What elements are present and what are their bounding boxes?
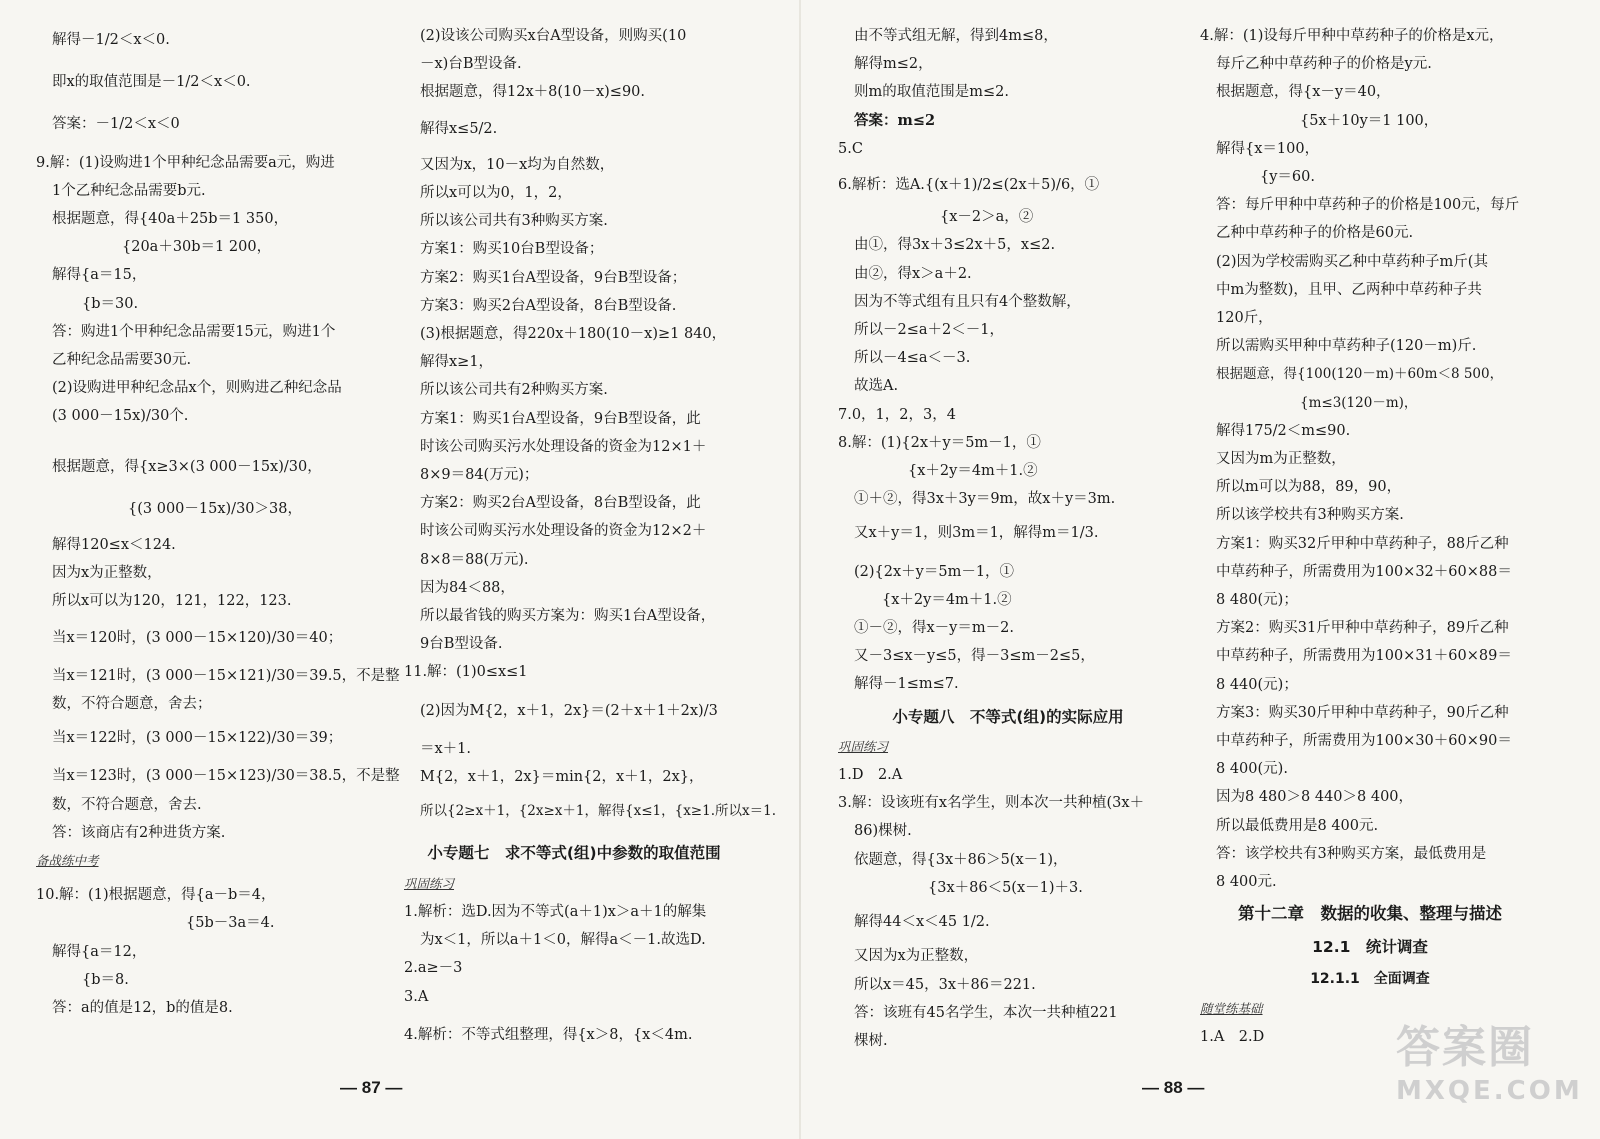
text-line: (2)设该公司购买x台A型设备，则购买(10 bbox=[420, 28, 687, 44]
text-line: {m≤3(120－m)， bbox=[1300, 394, 1418, 411]
text-line: 6.解析：选A.{(x＋1)/2≤(2x＋5)/6，① bbox=[838, 177, 1100, 194]
text-line: 86)棵树. bbox=[854, 823, 912, 840]
text-line: 1.D 2.A bbox=[838, 767, 903, 784]
text-line: 又－3≤x－y≤5，得－3≤m－2≤5， bbox=[854, 648, 1095, 665]
text-line: ①－②，得x－y＝m－2. bbox=[854, 620, 1014, 637]
page-gutter bbox=[799, 0, 801, 1139]
section-heading: 小专题七 求不等式(组)中参数的取值范围 bbox=[427, 844, 721, 863]
text-line: 2.a≥－3 bbox=[404, 960, 463, 977]
text-line: 所以x可以为120，121，122，123. bbox=[52, 593, 292, 610]
text-line: 1.A 2.D bbox=[1200, 1029, 1265, 1046]
text-line: (2)设购进甲种纪念品x个，则购进乙种纪念品 bbox=[52, 380, 342, 397]
text-line: 中草药种子，所需费用为100×32＋60×88＝ bbox=[1216, 563, 1512, 580]
text-line: M{2，x＋1，2x}＝min{2，x＋1，2x}， bbox=[420, 769, 704, 786]
text-line: 答：该班有45名学生，本次一共种植221 bbox=[854, 1004, 1118, 1021]
text-line: 时该公司购买污水处理设备的资金为12×1＋ bbox=[420, 438, 707, 455]
page-number-right: — 88 — bbox=[1142, 1078, 1205, 1097]
text-line: 解得－1≤m≤7. bbox=[854, 676, 959, 693]
text-line: 方案1：购买1台A型设备，9台B型设备，此 bbox=[420, 410, 701, 427]
text-line: 则m的取值范围是m≤2. bbox=[854, 84, 1009, 101]
section-heading: 12.1 统计调查 bbox=[1312, 937, 1428, 956]
text-line: 所以m可以为88，89，90， bbox=[1216, 479, 1402, 496]
text-line: 棵树. bbox=[854, 1032, 888, 1049]
text-line: 答：每斤甲种中草药种子的价格是100元，每斤 bbox=[1216, 197, 1520, 214]
text-line: 所以－4≤a＜－3. bbox=[854, 350, 971, 367]
text-line: 解得{x＝100， bbox=[1216, 140, 1320, 157]
section-tag: 巩固练习 bbox=[404, 875, 455, 891]
text-line: 所以x可以为0，1，2， bbox=[420, 185, 572, 202]
text-line: {b＝8. bbox=[82, 971, 129, 988]
text-line: 解得44＜x＜45 1/2. bbox=[854, 914, 990, 931]
text-line: 3.A bbox=[404, 988, 429, 1005]
text-line: 中草药种子，所需费用为100×30＋60×90＝ bbox=[1216, 733, 1512, 750]
text-line: 乙种纪念品需要30元. bbox=[52, 352, 192, 369]
text-line: (2)因为学校需购买乙种中草药种子m斤(其 bbox=[1216, 253, 1488, 270]
text-line: 所以x＝45，3x＋86＝221. bbox=[854, 976, 1036, 993]
text-line: 因为不等式组有且只有4个整数解， bbox=[854, 293, 1081, 310]
text-line: 10.解：(1)根据题意，得{a－b＝4， bbox=[36, 887, 276, 904]
text-line: 5.C bbox=[838, 140, 863, 157]
section-tag: 随堂练基础 bbox=[1200, 1000, 1263, 1016]
text-line: 4.解析：不等式组整理，得{x＞8，{x＜4m. bbox=[404, 1026, 693, 1043]
text-line: 4.解：(1)设每斤甲种中草药种子的价格是x元， bbox=[1200, 28, 1504, 44]
text-line: 解得m≤2， bbox=[854, 56, 933, 73]
text-line: {20a＋30b＝1 200， bbox=[122, 239, 272, 256]
text-line: 方案2：购买1台A型设备，9台B型设备； bbox=[420, 269, 687, 286]
text-line: 因为x为正整数， bbox=[52, 565, 162, 582]
text-line: 中草药种子，所需费用为100×31＋60×89＝ bbox=[1216, 648, 1512, 665]
watermark-logo bbox=[1396, 1022, 1583, 1126]
text-line: 所以需购买甲种中草药种子(120－m)斤. bbox=[1216, 338, 1477, 355]
text-line: (3)根据题意，得220x＋180(10－x)≥1 840， bbox=[420, 326, 727, 343]
text-line: －x)台B型设备. bbox=[420, 56, 522, 73]
text-line: 所以{2≥x＋1，{2x≥x＋1，解得{x≤1，{x≥1.所以x＝1. bbox=[420, 803, 776, 820]
text-line: 每斤乙种中草药种子的价格是y元. bbox=[1216, 56, 1432, 73]
text-line: 方案1：购买10台B型设备； bbox=[420, 241, 604, 258]
watermark-text: 答案圈 bbox=[1396, 1022, 1534, 1073]
text-line: 当x＝122时，(3 000－15×122)/30＝39； bbox=[52, 730, 343, 747]
text-line: 根据题意，得12x＋8(10－x)≤90. bbox=[420, 84, 646, 101]
text-line: ＝x＋1. bbox=[420, 740, 472, 757]
page-number-value: 87 bbox=[361, 1078, 381, 1097]
text-line: 方案3：购买2台A型设备，8台B型设备. bbox=[420, 297, 677, 314]
text-line: 解得－1/2＜x＜0. bbox=[52, 32, 170, 48]
text-line: 方案2：购买2台A型设备，8台B型设备，此 bbox=[420, 495, 701, 512]
text-line: 数，不符合题意，舍去. bbox=[52, 796, 202, 813]
text-line: 8 440(元)； bbox=[1216, 676, 1298, 693]
section-heading: 小专题八 不等式(组)的实际应用 bbox=[892, 707, 1124, 726]
text-line: (2)因为M{2，x＋1，2x}＝(2＋x＋1＋2x)/3 bbox=[420, 702, 718, 719]
text-line: 当x＝121时，(3 000－15×121)/30＝39.5，不是整 bbox=[52, 667, 400, 684]
text-line: 方案3：购买30斤甲种中草药种子，90斤乙种 bbox=[1216, 704, 1509, 721]
text-line: 8.解：(1){2x＋y＝5m－1，① bbox=[838, 434, 1041, 451]
text-line: 所以该公司共有3种购买方案. bbox=[420, 213, 608, 230]
text-line: 又因为x为正整数， bbox=[854, 948, 979, 965]
text-line: 由不等式组无解，得到4m≤8， bbox=[854, 28, 1058, 44]
text-line: 数，不符合题意，舍去； bbox=[52, 696, 212, 713]
text-line: 即x的取值范围是－1/2＜x＜0. bbox=[52, 74, 251, 91]
text-line: 当x＝120时，(3 000－15×120)/30＝40； bbox=[52, 629, 343, 646]
page-number-value: 88 bbox=[1163, 1078, 1183, 1097]
text-line: 由①，得3x＋3≤2x＋5，x≤2. bbox=[854, 237, 1056, 254]
text-line: {(3 000－15x)/30＞38， bbox=[128, 500, 302, 517]
text-line: 方案2：购买31斤甲种中草药种子，89斤乙种 bbox=[1216, 620, 1509, 637]
text-line: 8 400(元). bbox=[1216, 761, 1288, 778]
text-line: 由②，得x＞a＋2. bbox=[854, 265, 972, 282]
text-line: 因为8 480＞8 440＞8 400， bbox=[1216, 789, 1414, 806]
text-line: {5b－3a＝4. bbox=[186, 915, 275, 932]
text-line: 所以该公司共有2种购买方案. bbox=[420, 382, 608, 399]
section-tag: 巩固练习 bbox=[838, 738, 889, 754]
text-line: {3x＋86＜5(x－1)＋3. bbox=[928, 879, 1083, 896]
text-line: 乙种中草药种子的价格是60元. bbox=[1216, 225, 1414, 242]
text-line: 解得120≤x＜124. bbox=[52, 537, 176, 554]
text-line: 1个乙种纪念品需要b元. bbox=[52, 182, 206, 199]
text-line: 又因为x，10－x均为自然数， bbox=[420, 156, 615, 173]
text-line: 根据题意，得{40a＋25b＝1 350， bbox=[52, 211, 289, 228]
text-line: 8×8＝88(万元). bbox=[420, 551, 529, 568]
subsection-heading: 12.1.1 全面调查 bbox=[1310, 970, 1430, 987]
text-line: 8×9＝84(万元)； bbox=[420, 467, 539, 484]
text-line: 7.0，1，2，3，4 bbox=[838, 406, 956, 423]
text-line: 当x＝123时，(3 000－15×123)/30＝38.5，不是整 bbox=[52, 768, 400, 785]
text-line: 所以最低费用是8 400元. bbox=[1216, 817, 1379, 834]
text-line: 答案：m≤2 bbox=[854, 111, 936, 129]
text-line: 8 400元. bbox=[1216, 874, 1277, 891]
text-line: 答：a的值是12，b的值是8. bbox=[52, 1000, 233, 1017]
text-line: 根据题意，得{x≥3×(3 000－15x)/30， bbox=[52, 458, 322, 475]
text-line: 9台B型设备. bbox=[420, 636, 503, 653]
text-line: 所以最省钱的购买方案为：购买1台A型设备， bbox=[420, 608, 716, 625]
text-line: 方案1：购买32斤甲种中草药种子，88斤乙种 bbox=[1216, 535, 1509, 552]
watermark-url: MXQE.COM bbox=[1396, 1076, 1583, 1106]
text-line: 9.解：(1)设购进1个甲种纪念品需要a元，购进 bbox=[36, 154, 335, 171]
text-line: 故选A. bbox=[854, 378, 899, 395]
text-line: 解得{a＝12， bbox=[52, 943, 147, 960]
text-line: 解得x≥1， bbox=[420, 354, 494, 371]
text-line: 因为84＜88， bbox=[420, 579, 515, 596]
text-line: 解得175/2＜m≤90. bbox=[1216, 422, 1351, 439]
text-line: 时该公司购买污水处理设备的资金为12×2＋ bbox=[420, 523, 707, 540]
text-line: 根据题意，得{x－y＝40， bbox=[1216, 84, 1391, 101]
column-3 bbox=[838, 22, 1178, 1055]
text-line: 答案：－1/2＜x＜0 bbox=[52, 116, 180, 133]
text-line: 答：该学校共有3种购买方案，最低费用是 bbox=[1216, 845, 1487, 862]
text-line: 答：购进1个甲种纪念品需要15元，购进1个 bbox=[52, 323, 336, 340]
column-1 bbox=[36, 22, 400, 1022]
text-line: {x＋2y＝4m＋1.② bbox=[908, 463, 1038, 480]
text-line: 3.解：设该班有x名学生，则本次一共种植(3x＋ bbox=[838, 795, 1145, 812]
text-line: 1.解析：选D.因为不等式(a＋1)x＞a＋1的解集 bbox=[404, 903, 707, 920]
column-2 bbox=[404, 22, 776, 1049]
text-line: 又x＋y＝1，则3m＝1，解得m＝1/3. bbox=[854, 525, 1099, 542]
text-line: 11.解：(1)0≤x≤1 bbox=[404, 664, 528, 681]
section-tag: 备战练中考 bbox=[36, 853, 99, 869]
text-line: 所以－2≤a＋2＜－1， bbox=[854, 322, 1004, 339]
text-line: (2){2x＋y＝5m－1，① bbox=[854, 563, 1015, 580]
text-line: (3 000－15x)/30个. bbox=[52, 408, 189, 425]
text-line: 解得x≤5/2. bbox=[420, 120, 498, 137]
text-line: 所以该学校共有3种购买方案. bbox=[1216, 507, 1404, 524]
text-line: 8 480(元)； bbox=[1216, 592, 1298, 609]
text-line: 中m为整数)，且甲、乙两种中草药种子共 bbox=[1216, 281, 1482, 298]
page-number-left: — 87 — bbox=[340, 1078, 403, 1097]
text-line: 依题意，得{3x＋86＞5(x－1)， bbox=[854, 851, 1068, 868]
text-line: 解得{a＝15， bbox=[52, 267, 147, 284]
text-line: 120斤， bbox=[1216, 310, 1273, 327]
text-line: ①＋②，得3x＋3y＝9m，故x＋y＝3m. bbox=[854, 491, 1116, 508]
text-line: {y＝60. bbox=[1260, 169, 1315, 186]
text-line: {5x＋10y＝1 100， bbox=[1300, 112, 1439, 129]
text-line: 又因为m为正整数， bbox=[1216, 451, 1346, 468]
column-4 bbox=[1200, 22, 1540, 1051]
chapter-heading: 第十二章 数据的收集、整理与描述 bbox=[1238, 904, 1502, 924]
text-line: {x－2＞a，② bbox=[940, 209, 1034, 226]
text-line: {b＝30. bbox=[82, 295, 139, 312]
text-line: 根据题意，得{100(120－m)＋60m＜8 500， bbox=[1216, 366, 1504, 383]
text-line: 答：该商店有2种进货方案. bbox=[52, 824, 226, 841]
text-line: 为x＜1，所以a＋1＜0，解得a＜－1.故选D. bbox=[420, 932, 706, 949]
text-line: {x＋2y＝4m＋1.② bbox=[882, 591, 1012, 608]
